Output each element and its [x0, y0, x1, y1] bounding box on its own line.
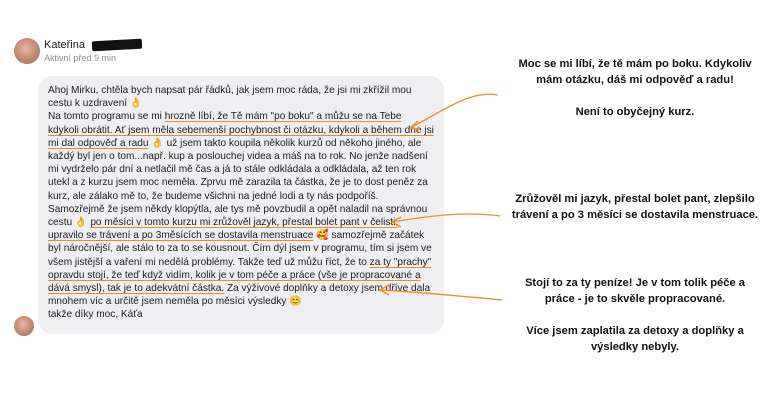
annotation-health: Zrůžověl mi jazyk, přestal bolet pant, zlepšilo trávení a po 3 měsíci se dostavila menstruace.: [511, 193, 759, 221]
message-line: Ahoj Mirku, chtěla bych napsat pár řádků, jak jsem moc ráda, že jsi mi zkřížil mou cestu k uzdravení 👌: [48, 85, 412, 110]
highlight-value: za ty "prachy" opravdu stojí, že teď když vidím, kolik je v tom péče a práce (vše je propracované a dává smysl), tak je to adekvátní částka.: [48, 256, 432, 295]
active-status: Aktivní před 9 min: [44, 53, 117, 63]
annotation-support: Moc se mi líbí, že tě mám po boku. Kdykoliv mám otázku, dáš mi odpověď a radu! Není to obyčejný kurz.: [518, 58, 752, 118]
message-paragraph: Samozřejmě že jsem někdy klopýtla, ale tys mě povzbudil a opět naladil na správnou cestu 👌 po měsíci v tomto kurzu mi zrůžověl jazyk, přestal bolet pant v čelisti, upravilo se trávení a po 3měsících se dostavila menstruace 🥰 samozřejmě začátek byl náročnější, ale stálo to za to se kousnout. Čím dýl jsem v programu, tím si jsem ve všem jistější a vaření mi nedělá problémy. Takže teď už můžu říct, že to za ty "prachy" opravdu stojí, že teď když vidím, kolik je v tom péče a práce (vše je propracované a dává smysl), tak je to adekvátní částka. Za výživové doplňky a detoxy jsem dříve dala mnohem víc a určitě jsem neměla po měsíci výsledky 😊: [48, 203, 432, 308]
highlight-support: hrozně líbí, že Tě mám "po boku" a můžu se na Tebe kdykoli obrátit. Ať jsem měla sebemenší pochybnost či otázku, kdykoli a během dne jsi mi dal odpověď a radu: [48, 111, 434, 149]
arrow-value: [380, 290, 502, 300]
highlight-health: po měsíci v tomto kurzu mi zrůžověl jazyk, přestal bolet pant v čelisti, upravilo se trávení a po 3měsících se dostavila menstruace: [48, 217, 399, 242]
arrow-support: [410, 94, 498, 128]
arrow-health: [392, 214, 500, 222]
annotation-value: Stojí to za ty peníze! Je v tom tolik péče a práce - je to skvěle propracované. Více jsem zaplatila za detoxy a doplňky a výsledky nebyly.: [524, 277, 746, 353]
message-signoff: takže díky moc, Káťa: [48, 309, 143, 321]
sender-name: Kateřina: [44, 39, 85, 51]
message-paragraph: Na tomto programu se mi hrozně líbí, že Tě mám "po boku" a můžu se na Tebe kdykoli obrátit. Ať jsem měla sebemenší pochybnost či otázku, kdykoli a během dne jsi mi dal odpověď a radu 👌 už jsem takto koupila několik kurzů od někoho jiného, ale každý byl jen o tom...např. kup a poslouchej videa a máš na to rok. No jenže nadšení mi vydrželo pár dní a netlačil mě čas a já to stále odkládala a odkládala, až ten rok utekl a z kurzu jsem moc neměla. Zprvu mě zarazila ta částka, že je to dost peněz za kurz, ale zálako mě to, že budeme všichni na jedné lodi a ty nás podpoříš.: [48, 111, 434, 202]
